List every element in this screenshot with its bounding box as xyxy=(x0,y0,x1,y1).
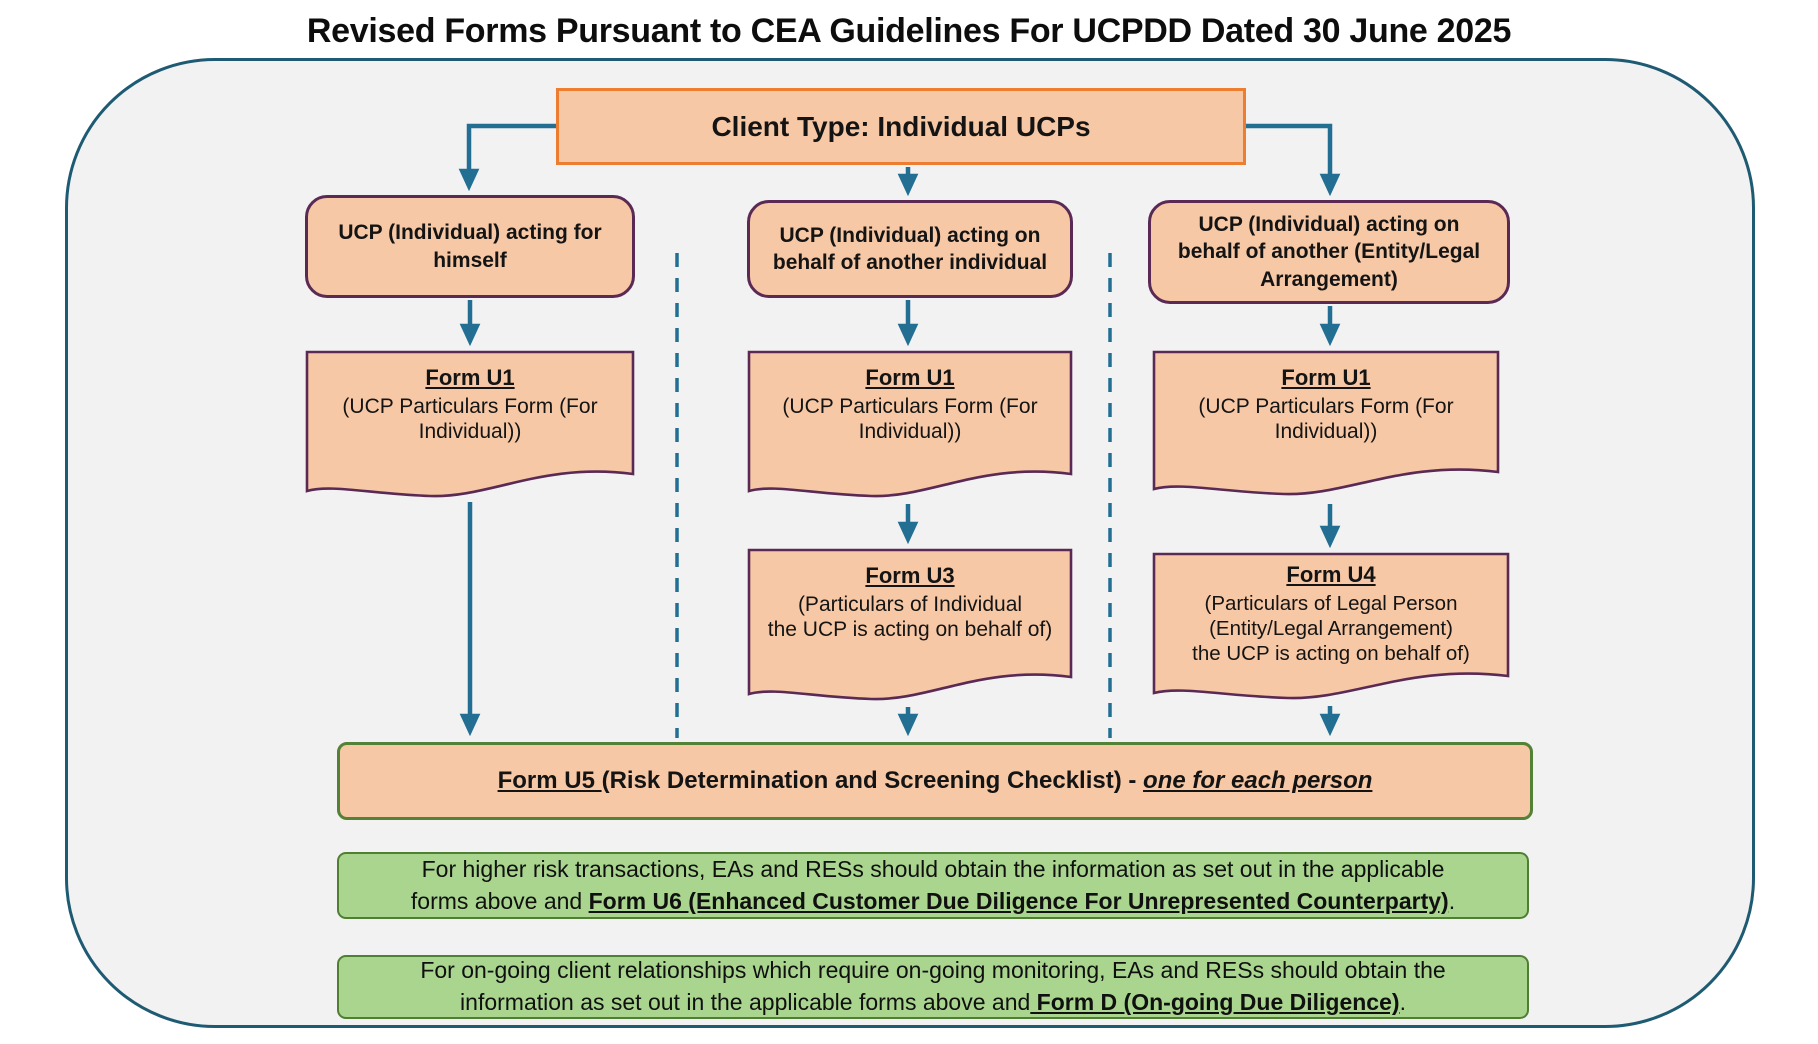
form-u4-body-line1: (Particulars of Legal Person xyxy=(1204,591,1458,615)
form-u5-box xyxy=(337,742,1533,820)
form-u1-title: Form U1 xyxy=(865,365,955,390)
form-u4-body-line2: (Entity/Legal Arrangement) xyxy=(1209,616,1453,640)
form-u5-title: Form U5 xyxy=(497,767,602,794)
note-line: information as set out in the applicable forms above and Form D (On-going Due Diligence). xyxy=(460,989,1406,1015)
form-u1-body: (UCP Particulars Form (For Individual)) xyxy=(1198,394,1454,444)
form-u6-reference: Form U6 (Enhanced Customer Due Diligence For Unrepresented Counterparty) xyxy=(588,887,1449,914)
form-u1-doc-middle xyxy=(747,350,1073,500)
form-u3-title: Form U3 xyxy=(865,563,955,588)
form-u4-body-line3: the UCP is acting on behalf of) xyxy=(1192,641,1470,665)
branch-behalf-individual: UCP (Individual) acting on behalf of another individual xyxy=(747,200,1073,298)
note-line: For on-going client relationships which require on-going monitoring, EAs and RESs should obtain the xyxy=(420,957,1446,984)
branch-behalf-entity: UCP (Individual) acting on behalf of another (Entity/Legal Arrangement) xyxy=(1148,200,1510,304)
form-u3-doc xyxy=(747,548,1073,703)
form-u5-emphasis: one for each person xyxy=(1143,767,1373,794)
form-u5-middle: (Risk Determination and Screening Checklist) - xyxy=(601,767,1144,794)
note-line: forms above and Form U6 (Enhanced Customer Due Diligence For Unrepresented Counterparty). xyxy=(410,887,1456,914)
form-u1-title: Form U1 xyxy=(1281,365,1371,390)
form-u4-doc xyxy=(1152,552,1510,702)
form-u1-title: Form U1 xyxy=(425,365,515,390)
form-d-reference: Form D (On-going Due Diligence) xyxy=(1030,989,1400,1015)
form-u1-doc-right xyxy=(1152,350,1500,498)
form-u1-body: (UCP Particulars Form (For Individual)) xyxy=(782,394,1038,444)
form-u1-doc-left xyxy=(305,350,635,500)
note-line: For higher risk transactions, EAs and RESs should obtain the information as set out in the applicable xyxy=(421,855,1445,882)
note-higher-risk xyxy=(337,852,1529,919)
form-u3-body-line2: the UCP is acting on behalf of) xyxy=(767,618,1053,642)
client-type-box: Client Type: Individual UCPs xyxy=(556,88,1246,165)
branch-acting-for-himself: UCP (Individual) acting for himself xyxy=(305,195,635,298)
form-u1-body: (UCP Particulars Form (For Individual)) xyxy=(342,394,598,444)
form-u3-body-line1: (Particulars of Individual xyxy=(797,592,1023,616)
note-ongoing-monitoring xyxy=(337,955,1529,1019)
form-u4-title: Form U4 xyxy=(1286,562,1376,587)
page-title: Revised Forms Pursuant to CEA Guidelines For UCPDD Dated 30 June 2025 xyxy=(306,12,1512,50)
